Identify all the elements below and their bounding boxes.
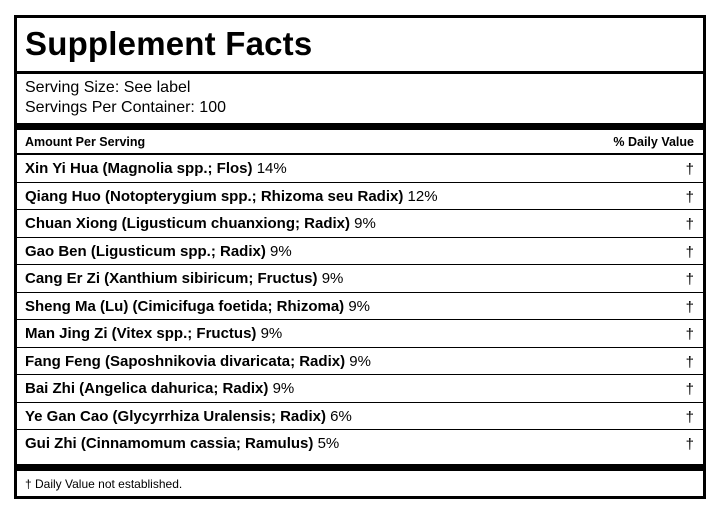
ingredient-name: Cang Er Zi (Xanthium sibiricum; Fructus) xyxy=(25,270,318,287)
daily-value-dagger: † xyxy=(685,188,694,206)
ingredient-percent: 9% xyxy=(260,325,283,342)
title-row xyxy=(17,18,703,74)
panel-title: Supplement Facts xyxy=(25,25,313,62)
thick-divider-bottom xyxy=(17,464,703,471)
ingredient-name: Ye Gan Cao (Glycyrrhiza Uralensis; Radix) xyxy=(25,407,326,425)
ingredient-text xyxy=(25,379,294,398)
ingredient-row xyxy=(17,293,703,321)
ingredient-row xyxy=(17,348,703,376)
ingredient-row xyxy=(17,430,703,458)
ingredient-row xyxy=(17,375,703,403)
ingredient-name: Bai Zhi (Angelica dahurica; Radix) xyxy=(25,380,269,397)
ingredient-percent: 14% xyxy=(256,160,287,177)
daily-value-dagger: † xyxy=(685,408,694,426)
ingredient-name: Chuan Xiong (Ligusticum chuanxiong; Radix) xyxy=(25,215,350,232)
thick-divider-top xyxy=(17,123,703,130)
daily-value-dagger: † xyxy=(685,326,694,343)
ingredient-name: Sheng Ma (Lu) (Cimicifuga foetida; Rhizoma) xyxy=(25,297,345,315)
ingredient-list xyxy=(17,155,703,458)
daily-value-dagger: † xyxy=(685,243,694,261)
ingredient-text xyxy=(25,407,352,426)
ingredient-percent: 9% xyxy=(272,380,295,397)
daily-value-dagger: † xyxy=(685,216,694,233)
ingredient-name: Man Jing Zi (Vitex spp.; Fructus) xyxy=(25,325,257,342)
ingredient-text xyxy=(25,434,339,453)
ingredient-text xyxy=(25,159,287,178)
ingredient-text xyxy=(25,352,371,371)
column-header-row xyxy=(17,130,703,155)
ingredient-name: Gui Zhi (Cinnamomum cassia; Ramulus) xyxy=(25,435,314,452)
supplement-facts-panel xyxy=(14,15,706,499)
daily-value-dagger: † xyxy=(685,271,694,288)
ingredient-name: Gao Ben (Ligusticum spp.; Radix) xyxy=(25,242,266,260)
ingredient-text xyxy=(25,269,343,288)
ingredient-row xyxy=(17,265,703,293)
ingredient-percent: 6% xyxy=(330,407,352,425)
serving-info xyxy=(17,74,703,123)
ingredient-percent: 9% xyxy=(349,352,371,370)
ingredient-name: Qiang Huo (Notopterygium spp.; Rhizoma seu Radix) xyxy=(25,187,404,205)
ingredient-text xyxy=(25,324,282,343)
ingredient-row xyxy=(17,183,703,211)
ingredient-text xyxy=(25,187,438,206)
daily-value-dagger: † xyxy=(685,381,694,398)
ingredient-row xyxy=(17,210,703,238)
ingredient-row xyxy=(17,155,703,183)
ingredient-percent: 12% xyxy=(407,187,438,205)
ingredient-name: Xin Yi Hua (Magnolia spp.; Flos) xyxy=(25,160,253,177)
ingredient-percent: 9% xyxy=(321,270,344,287)
ingredient-text xyxy=(25,242,292,261)
serving-size: Serving Size: See label xyxy=(25,79,191,96)
daily-value-dagger: † xyxy=(685,161,694,178)
daily-value-dagger: † xyxy=(685,298,694,316)
ingredient-percent: 5% xyxy=(317,435,340,452)
daily-value-header: % Daily Value xyxy=(613,135,694,149)
ingredient-percent: 9% xyxy=(270,242,292,260)
amount-per-serving-header: Amount Per Serving xyxy=(25,135,146,149)
ingredient-name: Fang Feng (Saposhnikovia divaricata; Radix) xyxy=(25,352,346,370)
ingredient-text xyxy=(25,214,376,233)
ingredient-row xyxy=(17,403,703,431)
ingredient-percent: 9% xyxy=(354,215,376,232)
ingredient-row xyxy=(17,320,703,348)
daily-value-dagger: † xyxy=(685,436,694,453)
daily-value-footnote: † Daily Value not established. xyxy=(25,477,183,491)
servings-per-container: Servings Per Container: 100 xyxy=(25,99,226,116)
ingredient-percent: 9% xyxy=(348,297,371,315)
ingredient-row xyxy=(17,238,703,266)
daily-value-dagger: † xyxy=(685,353,694,371)
ingredient-text xyxy=(25,297,370,316)
